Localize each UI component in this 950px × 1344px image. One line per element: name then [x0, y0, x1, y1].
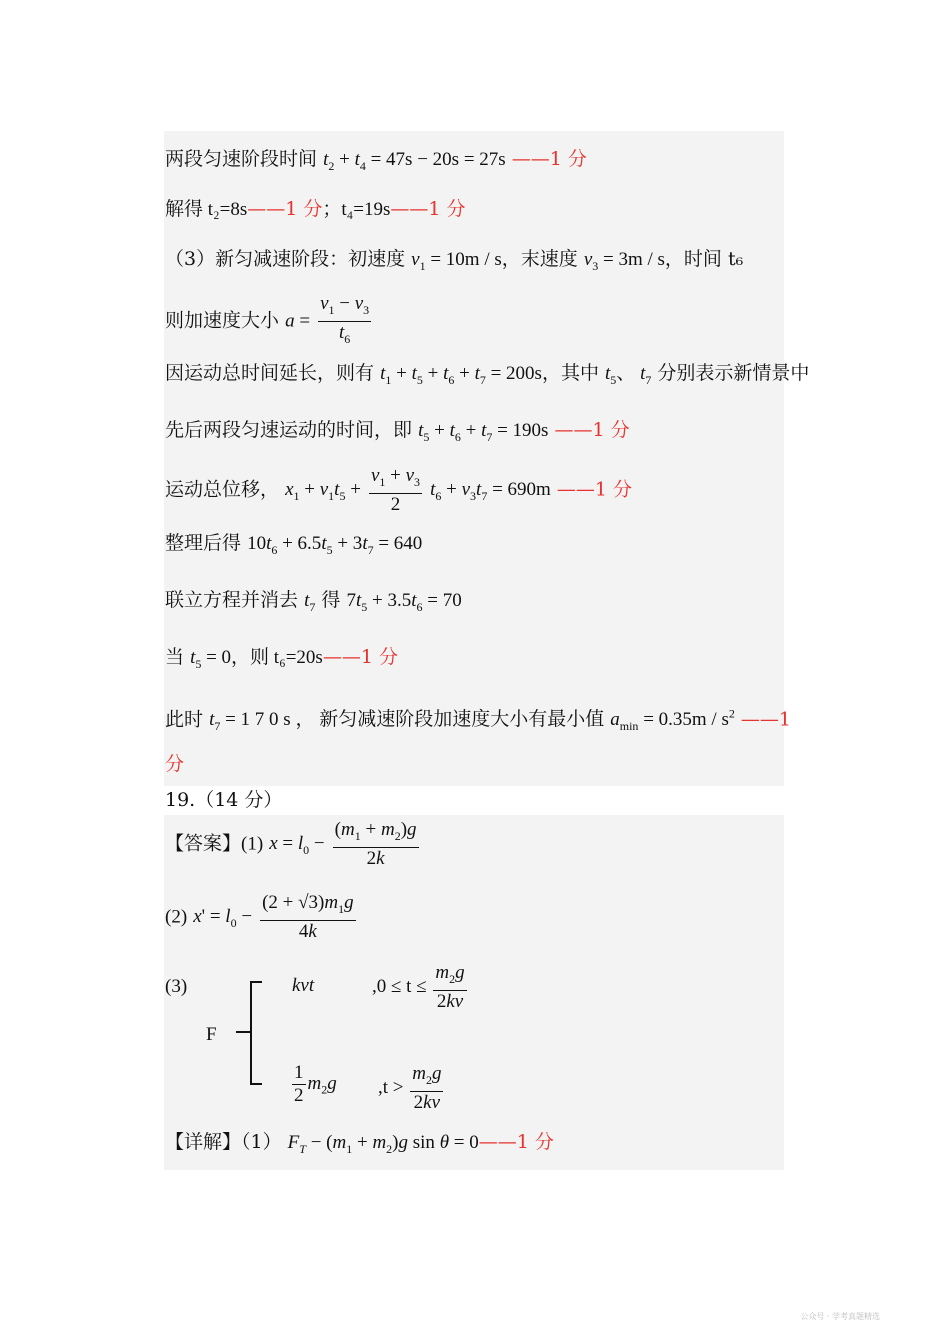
- piecewise-variable: F: [206, 1024, 217, 1045]
- fraction: $\frac{m_2g}{2kv}$: [412, 1063, 442, 1113]
- line-acceleration-formula: 则加速度大小 a = $\frac{v_1 - v_3}{t_6}$: [165, 293, 373, 350]
- answer-3-label: (3): [165, 976, 188, 997]
- score-mark: ——1 分: [556, 478, 632, 501]
- score-mark: ——1 分: [322, 646, 398, 668]
- score-mark: ——1 分: [390, 198, 466, 220]
- piecewise-brace-tip: [236, 1031, 250, 1033]
- line-new-deceleration: （3）新匀减速阶段：初速度 $v_1 = 10m / s$，末速度 $v_3 = 3m / s$，时间 t₆: [165, 248, 744, 273]
- piece-2-expression: $\frac{1}{2}$ $m_2g$: [294, 1062, 337, 1106]
- line-eliminate-t7: 联立方程并消去 $t_7$ 得 $7t_5 + 3.5t_6 = 70$: [165, 589, 462, 614]
- fraction: $\frac{v_1 + v_3}{2}$: [370, 465, 421, 515]
- line-min-acceleration: 此时 $t_7 = 1$ 7 0 s ， 新匀减速阶段加速度大小有最小值 $a_{min} = 0.35m / s^2$ ——1: [165, 707, 791, 734]
- line-total-displacement: 运动总位移， $x_1 + v_1t_5$ + $\frac{v_1 + v_3}{2}$ $t_6 + v_3t_7 = 690m$ ——1 分: [165, 465, 632, 515]
- piece-2-condition: ,t > $\frac{m_2g}{2kv}$: [378, 1063, 442, 1113]
- fraction: $\frac{(m_1 + m_2)g}{2k}$: [334, 819, 417, 869]
- line-solve-t2-t4: 解得 t₂=8s——1 分；t₄=19s——1 分: [165, 198, 466, 220]
- line-uniform-sum: 先后两段匀速运动的时间，即 $t_5 + t_6 + t_7 = 190s$ ——1 分: [165, 419, 630, 444]
- fraction: $\frac{v_1 - v_3}{t_6}$: [320, 293, 370, 346]
- piece-1-condition: ,0 ≤ t ≤ $\frac{m_2g}{2kv}$: [372, 962, 465, 1012]
- score-mark: ——1 分: [478, 1131, 554, 1153]
- answer-2: (2) $x' = l_0$ − $\frac{(2 + √3)m_1g}{4k}$: [165, 892, 354, 942]
- piecewise-brace: [250, 981, 262, 1085]
- score-mark: ——1 分: [247, 198, 323, 220]
- watermark: 公众号 · 学考真题精选: [800, 1312, 880, 1321]
- line-when-t5-zero: 当 $t_5 = 0$，则 t₆=20s——1 分: [165, 646, 398, 671]
- answer-1: 【答案】(1) $x = l_0$ − $\frac{(m_1 + m_2)g}{2k}$: [165, 819, 417, 869]
- solution-panel-1: [164, 131, 784, 786]
- piece-1-expression: kvt: [292, 975, 315, 996]
- fraction: $\frac{1}{2}$: [294, 1062, 304, 1106]
- line-simplified: 整理后得 $10t_6 + 6.5t_5 + 3t_7 = 640$: [165, 532, 423, 557]
- score-mark: ——1 分: [554, 419, 630, 441]
- score-mark: ——1 分: [511, 148, 587, 170]
- score-mark-continued: 分: [165, 753, 185, 775]
- line-total-time: 因运动总时间延长，则有 $t_1 + t_5 + t_6 + t_7 = 200s$，其中 $t_5$、 $t_7$ 分别表示新情景中: [165, 362, 810, 387]
- detail-1: 【详解】（1） $F_T - (m_1 + m_2)g$ sin θ = 0——1 分: [165, 1131, 554, 1156]
- fraction: $\frac{(2 + √3)m_1g}{4k}$: [262, 892, 354, 942]
- fraction: $\frac{m_2g}{2kv}$: [435, 962, 465, 1012]
- line-uniform-time: 两段匀速阶段时间 $t_2 + t_4 = 47s - 20s = 27s$ ——1 分: [165, 148, 587, 173]
- question-19-header: 19.（14 分）: [165, 789, 283, 811]
